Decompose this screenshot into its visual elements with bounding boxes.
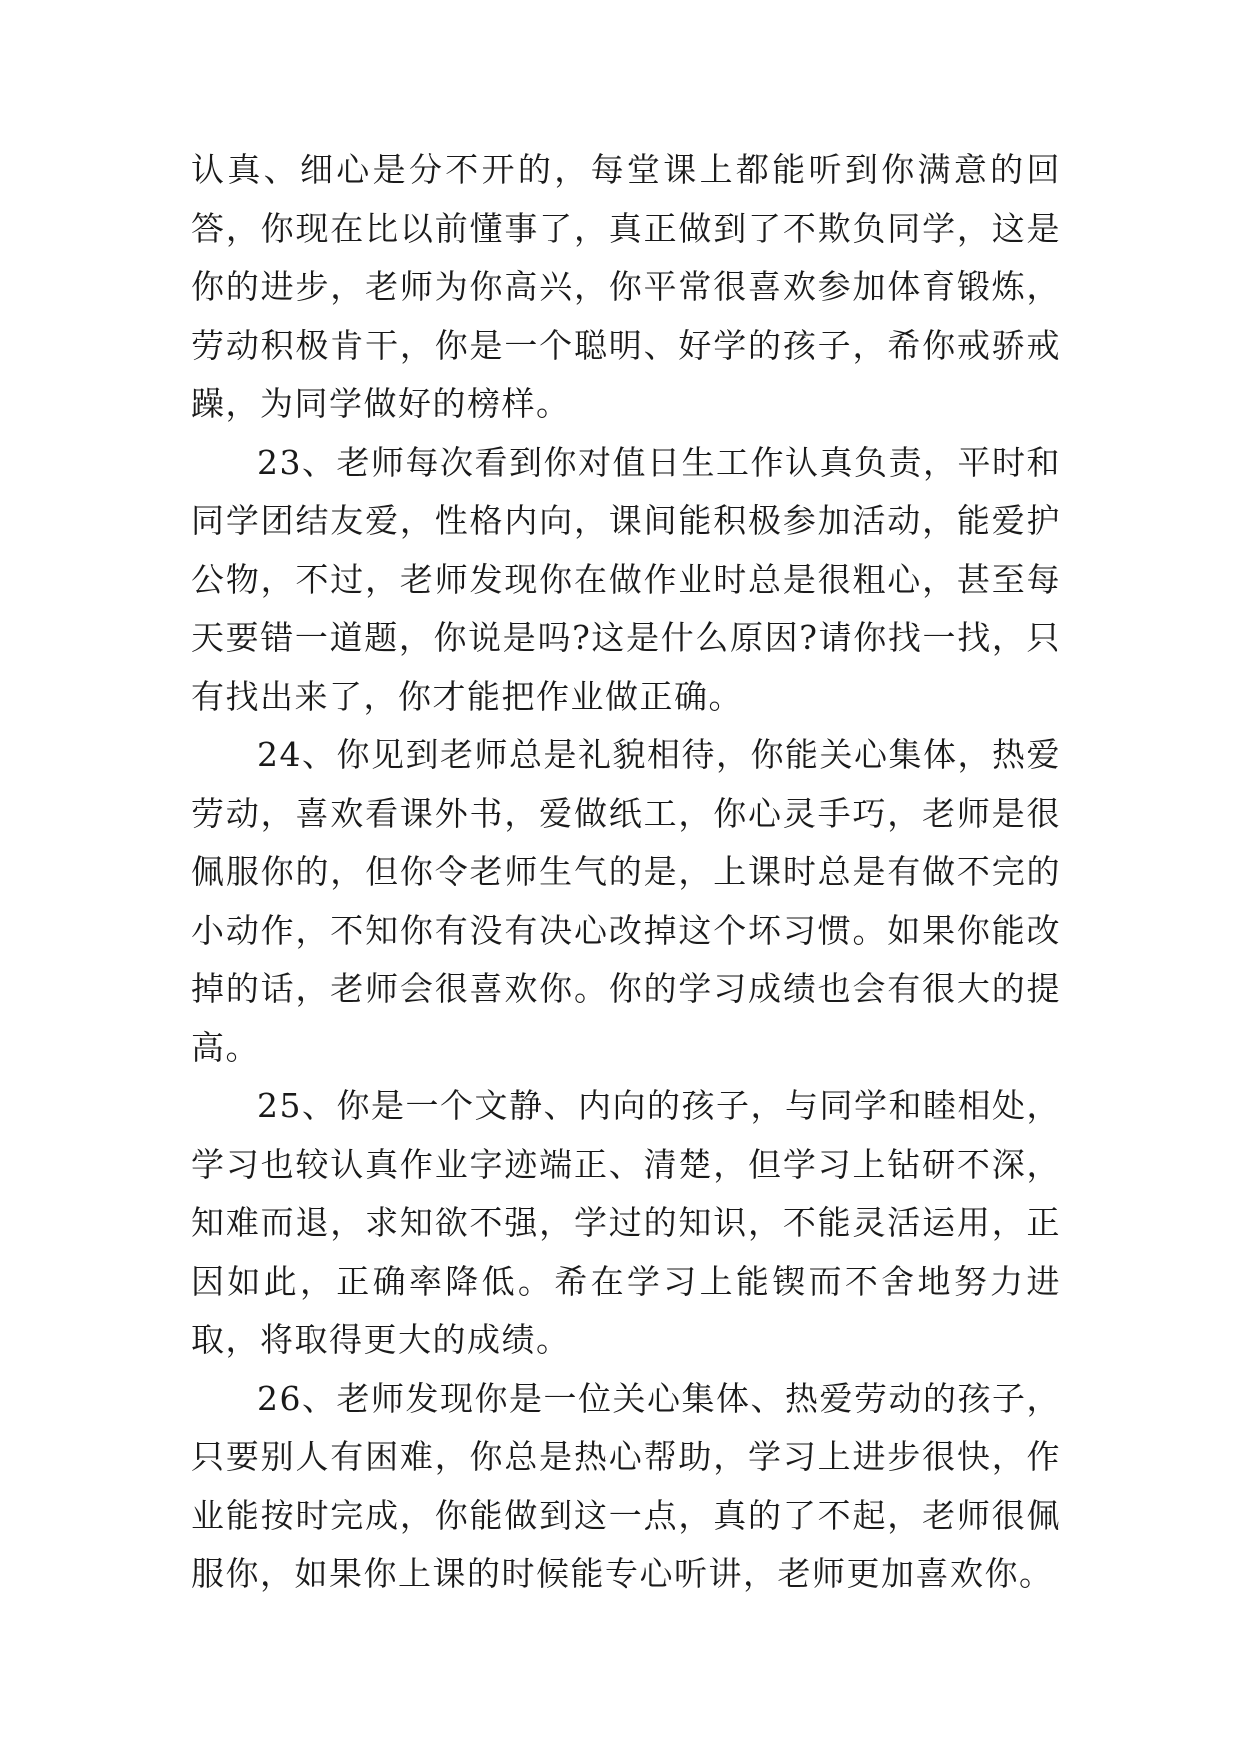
paragraph-24: 24、你见到老师总是礼貌相待，你能关心集体，热爱劳动，喜欢看课外书，爱做纸工，你心灵手巧，老师是很佩服你的，但你令老师生气的是，上课时总是有做不完的小动作，不知你有没有决心改掉这个坏习惯。如果你能改掉的话，老师会很喜欢你。你的学习成绩也会有很大的提高。	[191, 735, 1061, 1067]
document-body	[191, 141, 1061, 1604]
paragraph-25: 25、你是一个文静、内向的孩子，与同学和睦相处，学习也较认真作业字迹端正、清楚，但学习上钻研不深，知难而退，求知欲不强，学过的知识，不能灵活运用，正因如此，正确率降低。希在学习上能锲而不舍地努力进取，将取得更大的成绩。	[191, 1086, 1061, 1359]
paragraph-23: 23、老师每次看到你对值日生工作认真负责，平时和同学团结友爱，性格内向，课间能积极参加活动，能爱护公物，不过，老师发现你在做作业时总是很粗心，甚至每天要错一道题，你说是吗?这是什么原因?请你找一找，只有找出来了，你才能把作业做正确。	[191, 442, 1061, 716]
paragraph-26: 26、老师发现你是一位关心集体、热爱劳动的孩子，只要别人有困难，你总是热心帮助，学习上进步很快，作业能按时完成，你能做到这一点，真的了不起，老师很佩服你，如果你上课的时候能专心听讲，老师更加喜欢你。	[191, 1378, 1061, 1593]
paragraph-continuation: 认真、细心是分不开的，每堂课上都能听到你满意的回答，你现在比以前懂事了，真正做到了不欺负同学，这是你的进步，老师为你高兴，你平常很喜欢参加体育锻炼，劳动积极肯干，你是一个聪明、好学的孩子，希你戒骄戒躁，为同学做好的榜样。	[191, 150, 1061, 423]
